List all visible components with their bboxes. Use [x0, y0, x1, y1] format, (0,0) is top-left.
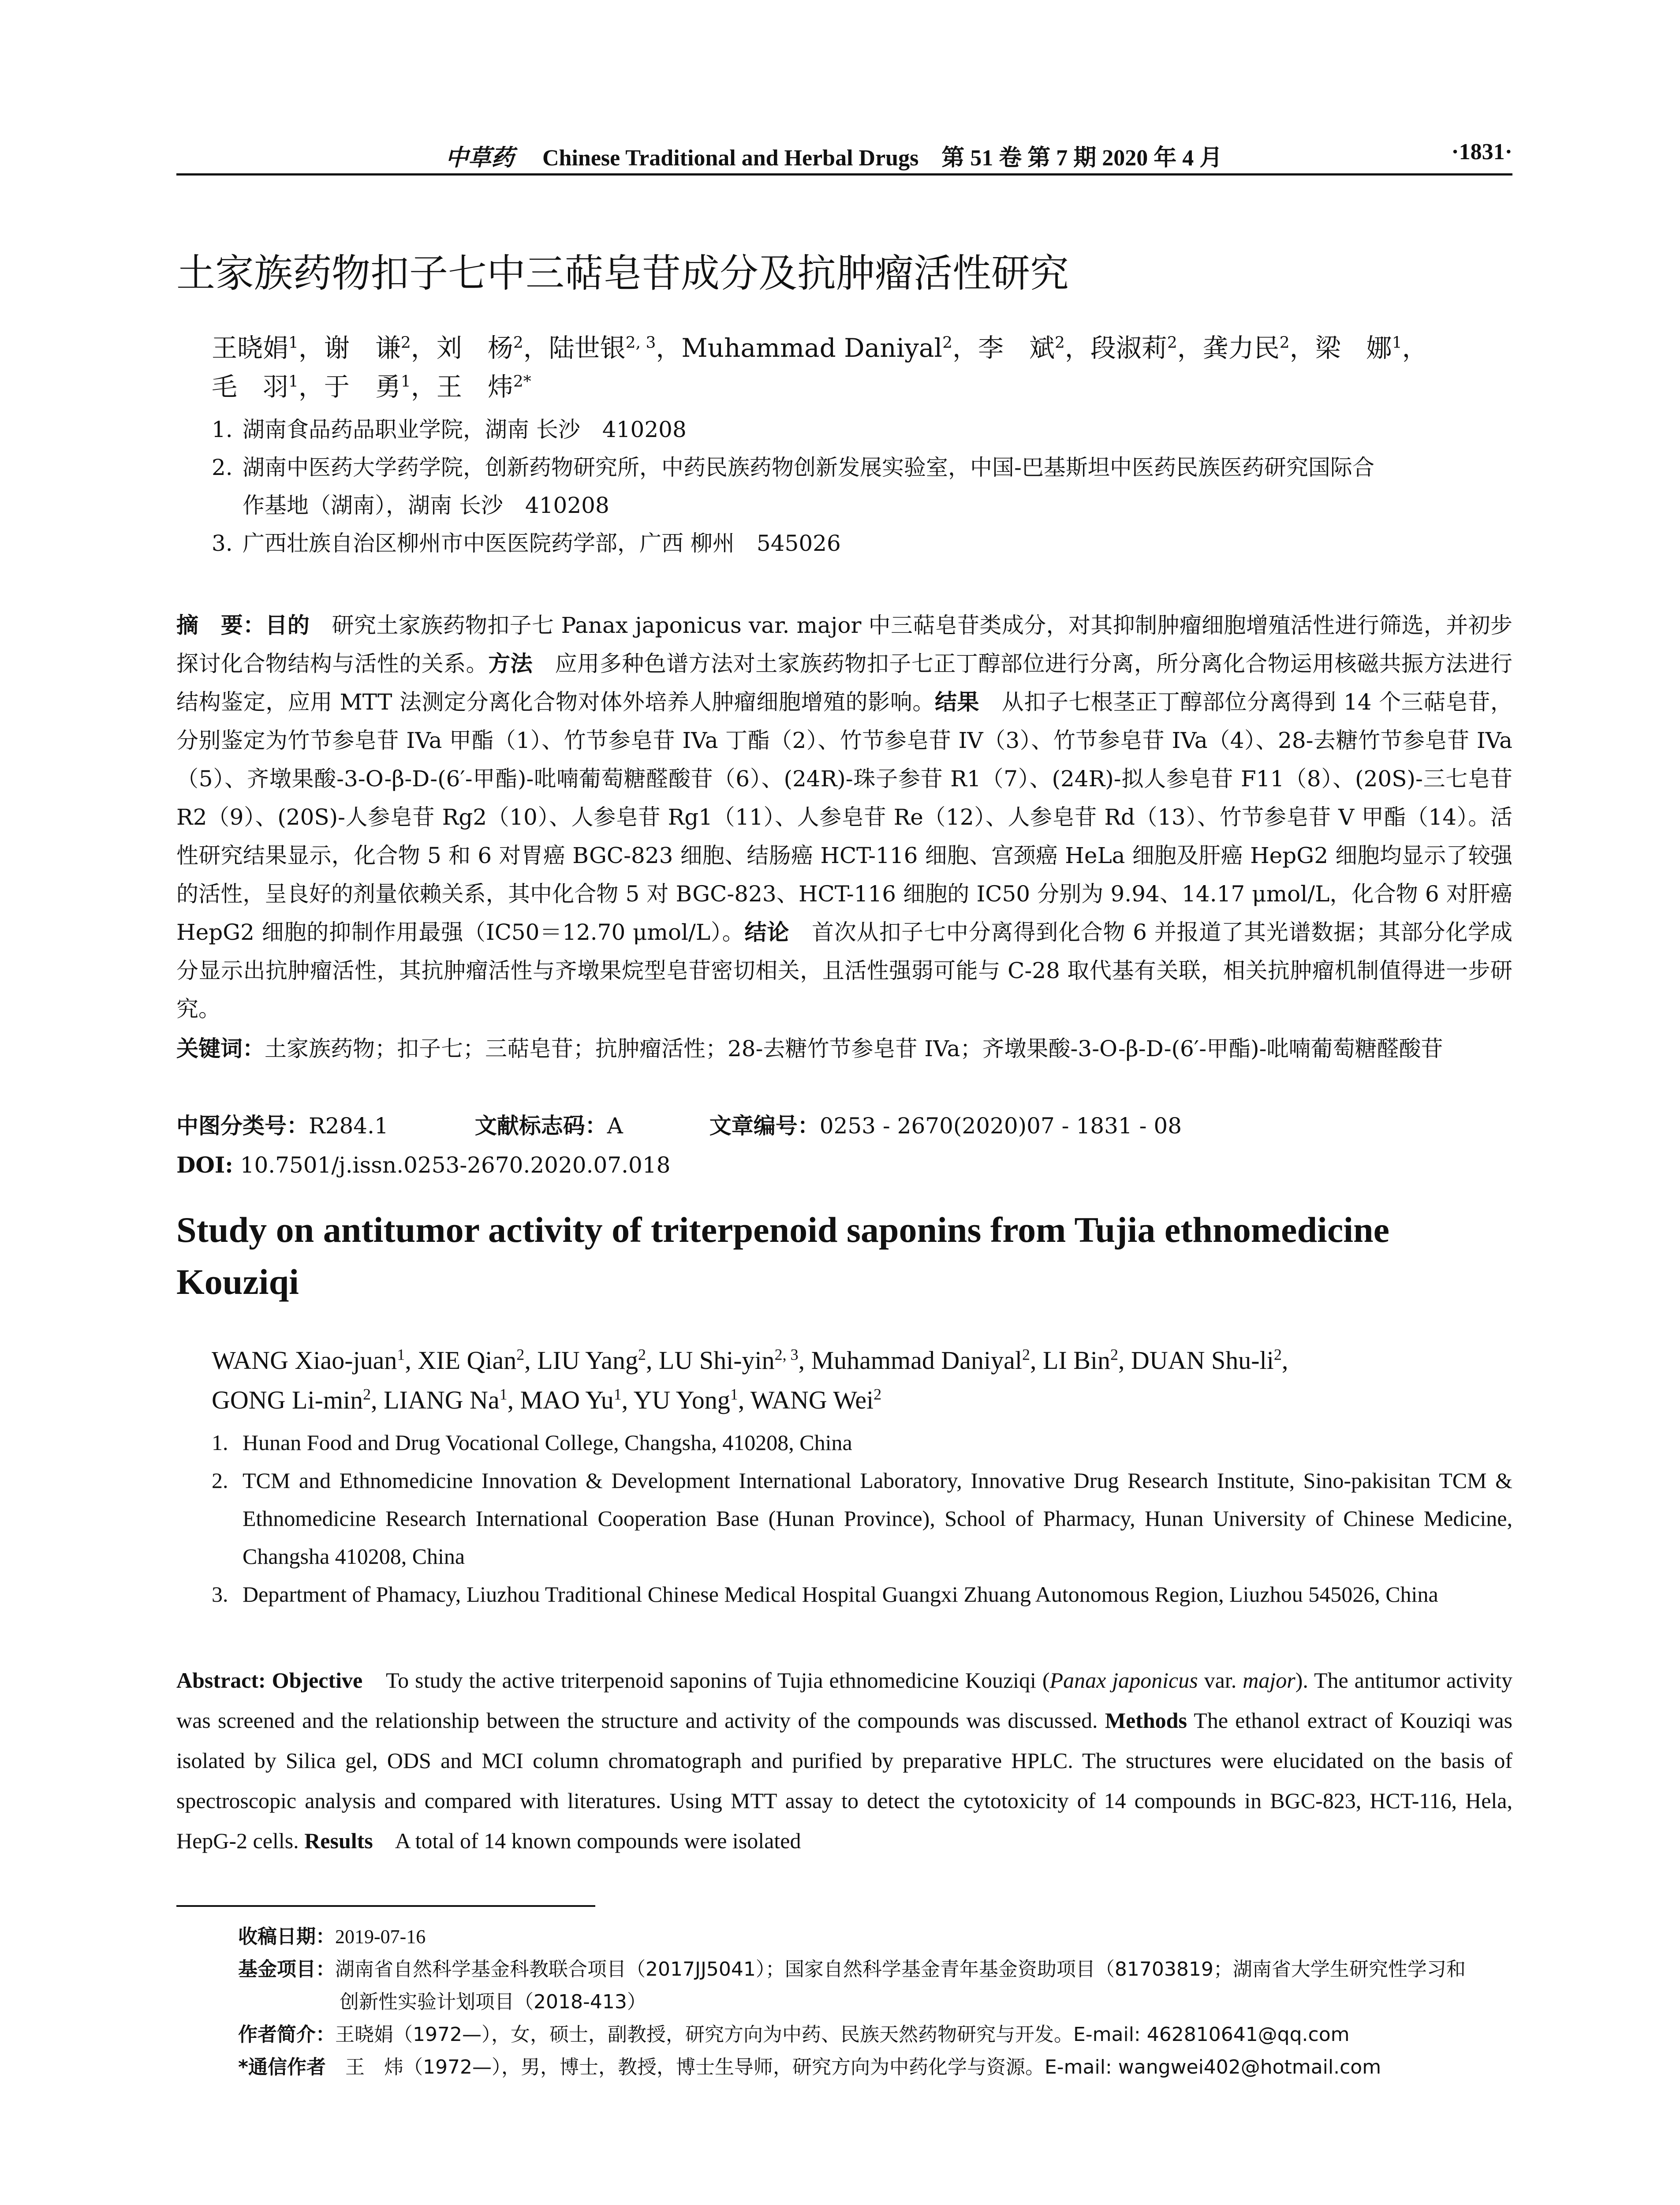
- fn-author: [176, 2018, 1512, 2051]
- affiliation-number: 3.: [212, 1582, 228, 1607]
- author-affil-sup: 2: [400, 333, 411, 352]
- author-affil-sup: 2: [1273, 1345, 1282, 1364]
- author-affil-sup: 1: [397, 1345, 405, 1364]
- author-affil-sup: 1: [288, 372, 299, 391]
- author-affil-sup: 1: [613, 1385, 622, 1403]
- author-name: 于 勇: [324, 372, 401, 402]
- fn-author-label: 作者简介：: [238, 2023, 335, 2046]
- cn-methods-label: 方法: [488, 651, 533, 676]
- affiliation-number: 3.: [212, 531, 233, 556]
- fn-fund-cont: 创新性实验计划项目（2018-413）: [340, 1991, 646, 2013]
- cn-conclusion-text: 首次从扣子七中分离得到化合物 6 并报道了其光谱数据；其部分化学成分显示出抗肿瘤活性，其抗肿瘤活性与齐墩果烷型皂苷密切相关，且活性强弱可能与 C-28 取代基有关联，相关抗肿瘤机制值得进一步研究。: [176, 919, 1513, 1022]
- author-name: 毛 羽: [212, 372, 289, 402]
- author-affil-sup: 1: [400, 372, 411, 391]
- article-value: 0253 - 2670(2020)07 - 1831 - 08: [819, 1113, 1182, 1139]
- author-affil-sup: 2: [1054, 333, 1065, 352]
- author-name: 王晓娟: [212, 333, 289, 363]
- author-name: MAO Yu: [520, 1386, 614, 1414]
- doi-label: DOI:: [176, 1152, 233, 1178]
- cn-results-text: 从扣子七根茎正丁醇部位分离得到 14 个三萜皂苷，分别鉴定为竹节参皂苷 IVa 甲酯（1）、竹节参皂苷 IVa 丁酯（2）、竹节参皂苷 IV（3）、竹节参皂苷 IVa（4）、28-去糖竹节参皂苷 IVa（5）、齐墩果酸-3-O-β-D-(6′-甲酯)-吡喃葡萄糖醛酸苷（6）、(24R)-珠子参苷 R1（7）、(24R)-拟人参皂苷 F11（8）、(20S)-三七皂苷 R2（9）、(20S)-人参皂苷 Rg2（10）、人参皂苷 Rg1（11）、人参皂苷 Re（12）、人参皂苷 Rd（13）、竹节参皂苷 V 甲酯（14）。活性研究结果显示，化合物 5 和 6 对胃癌 BGC-823 细胞、结肠癌 HCT-116 细胞、宫颈癌 HeLa 细胞及肝癌 HepG2 细胞均显示了较强的活性，呈良好的剂量依赖关系，其中化合物 5 对 BGC-823、HCT-116 细胞的 IC50 分别为 9.94、14.17 μmol/L，化合物 6 对肝癌 HepG2 细胞的抑制作用最强（IC50＝12.70 μmol/L）。: [176, 689, 1512, 945]
- cn-objective-text: 研究土家族药物扣子七 Panax japonicus var. major 中三萜皂苷类成分，对其抑制肿瘤细胞增殖活性进行筛选，并初步探讨化合物结构与活性的关系。: [176, 613, 1513, 676]
- author-affil-sup: 2, 3: [774, 1345, 799, 1364]
- en-authors-line2: GONG $Li-\min^2$, LIANG Na$^1$, MAO Yu$^1$, YU Yong$^1$, WANG Wei$^2$: [212, 1385, 882, 1414]
- fn-fund-value: 湖南省自然科学基金科教联合项目（2017JJ5041）；国家自然科学基金青年基金资助项目（81703819；湖南省大学生研究性学习和: [335, 1958, 1466, 1981]
- affiliation-number: 1.: [212, 417, 233, 442]
- author-name: XIE Qian: [418, 1346, 517, 1375]
- journal-info: Chinese Traditional and Herbal Drugs 第 51 卷 第 7 期 2020 年 4 月: [542, 146, 1223, 171]
- affiliation-number: 2.: [212, 455, 233, 480]
- cn-affiliations: [212, 411, 1512, 562]
- doi-line: [176, 1146, 1512, 1185]
- en-title: Study on antitumor activity of triterpenoid saponins from Tujia ethnomedicine Kouziqi: [176, 1210, 1390, 1302]
- author-affil-sup: 2: [516, 1345, 525, 1364]
- author-name: 李 斌: [978, 333, 1055, 363]
- header-rule: [176, 173, 1512, 176]
- en-methods-label: Methods: [1105, 1708, 1187, 1733]
- author-name: 龚力民: [1202, 333, 1280, 363]
- author-name: 刘 杨: [436, 333, 513, 363]
- affiliation-text: Department of Phamacy, Liuzhou Traditional Chinese Medical Hospital Guangxi Zhuang Autonomous Region, Liuzhou 545026, China: [243, 1582, 1438, 1607]
- footnote-rule: [176, 1905, 595, 1907]
- en-author-block: [212, 1341, 1512, 1613]
- cn-authors-line2: 毛 羽$^1$，于 勇$^1$，王 炜$^{2*}$: [212, 372, 531, 402]
- page-number: ·1831·: [1451, 139, 1512, 164]
- affiliation-number: 2.: [212, 1468, 228, 1493]
- author-name: Muhammad Daniyal: [681, 333, 943, 363]
- author-affil-sup: 2: [942, 333, 952, 352]
- cn-keywords-label: 关键词：: [176, 1036, 265, 1061]
- author-name: LU Shi-yin: [659, 1346, 775, 1375]
- en-abstract: [176, 1660, 1512, 1861]
- author-name: 段淑莉: [1090, 333, 1167, 363]
- fn-corr-label: *通信作者: [238, 2056, 326, 2078]
- doi-value[interactable]: 10.7501/j.issn.0253-2670.2020.07.018: [240, 1152, 671, 1178]
- fn-fund-label: 基金项目：: [238, 1958, 335, 1981]
- affiliation-item: [212, 1575, 1512, 1613]
- cn-methods-text: 应用多种色谱方法对土家族药物扣子七正丁醇部位进行分离，所分离化合物运用核磁共振方法进行结构鉴定，应用 MTT 法测定分离化合物对体外培养人肿瘤细胞增殖的影响。: [176, 651, 1513, 715]
- en-latin-name: Panax japonicus: [1049, 1668, 1198, 1693]
- author-name: LIANG Na: [384, 1386, 500, 1414]
- cn-title: 土家族药物扣子七中三萜皂苷成分及抗肿瘤活性研究: [176, 250, 1069, 296]
- cn-keywords: [176, 1030, 1512, 1068]
- fn-author-value: 王晓娟（1972—），女，硕士，副教授，研究方向为中药、民族天然药物研究与开发。E-mail: 462810641@qq.com: [335, 2023, 1350, 2046]
- affiliation-text: 广西壮族自治区柳州市中医医院药学部，广西 柳州 545026: [243, 531, 841, 556]
- en-objective-post: ). The antitumor activity was screened and the relationship between the structure and activity of the compounds was discussed.: [176, 1668, 1512, 1733]
- author-name: WANG Xiao-juan: [212, 1346, 397, 1375]
- cn-results-label: 结果: [934, 689, 980, 715]
- author-affil-sup: 1: [499, 1385, 508, 1403]
- author-affil-sup: 2: [363, 1385, 371, 1403]
- footnotes: [176, 1921, 1512, 2084]
- en-var: var.: [1198, 1668, 1243, 1693]
- class-label: 中图分类号：: [176, 1113, 309, 1139]
- author-name: LIU Yang: [537, 1346, 638, 1375]
- en-affiliations: [212, 1424, 1512, 1613]
- affiliation-item: [212, 411, 1512, 448]
- cn-authors-line1: 王晓娟$^1$，谢 谦$^2$，刘 杨$^2$，陆世银$^{2, 3}$，Muhammad Daniyal$^2$，李 斌$^2$，段淑莉$^2$，龚力民$^2$，梁 娜$^1$，: [212, 333, 1428, 363]
- doc-label: 文献标志码：: [474, 1113, 607, 1139]
- author-name: 陆世银: [549, 333, 626, 363]
- affiliation-text-cont: 作基地（湖南），湖南 长沙 410208: [243, 493, 609, 518]
- en-objective-pre: To study the active triterpenoid saponins of Tujia ethnomedicine Kouziqi (: [386, 1668, 1050, 1693]
- en-authors-line1: WANG Xiao-juan$^1$, XIE Qian$^2$, LIU Yang$^2$, LU Shi-yin$^{2, 3}$, Muhammad Daniyal$^2$, LI Bin$^2$, DUAN Shu-$li^2$,: [212, 1345, 1288, 1375]
- affiliation-text: 湖南食品药品职业学院，湖南 长沙 410208: [243, 417, 687, 442]
- cn-abstract-label: 摘 要：: [176, 613, 265, 638]
- cn-objective-label: 目的: [265, 613, 310, 638]
- author-name: Muhammad Daniyal: [811, 1346, 1022, 1375]
- affiliation-item: [212, 1461, 1512, 1575]
- author-affil-sup: 1: [730, 1385, 738, 1403]
- author-affil-sup: 2: [638, 1345, 646, 1364]
- author-name: WANG Wei: [750, 1386, 874, 1414]
- author-name: DUAN Shu-li: [1131, 1346, 1274, 1375]
- author-affil-sup: 2*: [513, 372, 531, 391]
- journal-logo-cn: 中草药: [445, 145, 515, 171]
- author-name: 王 炜: [436, 372, 513, 402]
- en-results-text: A total of 14 known compounds were isolated: [395, 1828, 801, 1853]
- author-affil-sup: 2: [513, 333, 523, 352]
- affiliation-text: TCM and Ethnomedicine Innovation & Development International Laboratory, Innovative Drug Research Institute, Sino-pakisitan TCM & Ethnomedicine Research International Cooperation Base (Hunan Province), School of Pharmacy, Hunan University of Chinese Medicine, Changsha 410208, China: [243, 1468, 1512, 1569]
- author-name: 梁 娜: [1315, 333, 1392, 363]
- affiliation-item: [212, 1424, 1512, 1461]
- affiliation-item: [212, 524, 1512, 562]
- author-affil-sup: 2: [1167, 333, 1177, 352]
- author-affil-sup: 2: [1110, 1345, 1118, 1364]
- cn-conclusion-label: 结论: [744, 919, 790, 945]
- author-name: 谢 谦: [324, 333, 401, 363]
- author-name: YU Yong: [633, 1386, 730, 1414]
- cn-author-block: [212, 329, 1512, 562]
- fn-fund: [176, 1953, 1512, 2018]
- author-affil-sup: 2: [874, 1385, 882, 1403]
- en-methods-text: The ethanol extract of Kouziqi was isolated by Silica gel, ODS and MCI column chromatograph and purified by preparative HPLC. The structures were elucidated on the basis of spectroscopic analysis and compared with literatures. Using MTT assay to detect the cytotoxicity of 14 compounds in BGC-823, HCT-116, Hela, HepG-2 cells.: [176, 1708, 1512, 1853]
- affiliation-text: 湖南中医药大学药学院，创新药物研究所，中药民族药物创新发展实验室，中国-巴基斯坦中医药民族医药研究国际合 作基地（湖南），湖南 长沙 410208: [243, 448, 1512, 524]
- author-affil-sup: 2: [1022, 1345, 1030, 1364]
- author-name: GONG Li-min: [212, 1386, 363, 1414]
- author-affil-sup: 2, 3: [625, 333, 656, 352]
- article-label: 文章编号：: [709, 1113, 820, 1139]
- fn-received-value: 2019-07-16: [335, 1926, 426, 1947]
- author-name: LI Bin: [1042, 1346, 1111, 1375]
- affiliation-number: 1.: [212, 1430, 228, 1455]
- cn-keywords-text: 土家族药物；扣子七；三萜皂苷；抗肿瘤活性；28-去糖竹节参皂苷 IVa；齐墩果酸-3-O-β-D-(6′-甲酯)-吡喃葡萄糖醛酸苷: [265, 1036, 1443, 1061]
- fn-received-label: 收稿日期：: [238, 1925, 335, 1948]
- fn-corr-value: 王 炜（1972—），男，博士，教授，博士生导师，研究方向为中药化学与资源。E-mail: wangwei402@hotmail.com: [345, 2056, 1381, 2078]
- fn-received: [176, 1921, 1512, 1953]
- en-major: major: [1243, 1668, 1295, 1693]
- affiliation-text: Hunan Food and Drug Vocational College, Changsha, 410208, China: [243, 1430, 852, 1455]
- en-results-label: Results: [304, 1828, 373, 1853]
- class-value: R284.1: [309, 1113, 388, 1139]
- affiliation-item: [212, 448, 1512, 524]
- author-affil-sup: 1: [1392, 333, 1402, 352]
- author-affil-sup: 2: [1279, 333, 1290, 352]
- fn-corresponding: [176, 2051, 1512, 2084]
- running-header: [176, 139, 1512, 174]
- en-abstract-label: Abstract: Objective: [176, 1668, 363, 1693]
- cn-classification: [176, 1107, 1512, 1145]
- author-affil-sup: 1: [288, 333, 299, 352]
- cn-abstract: [176, 606, 1512, 1028]
- doc-value: A: [607, 1113, 623, 1139]
